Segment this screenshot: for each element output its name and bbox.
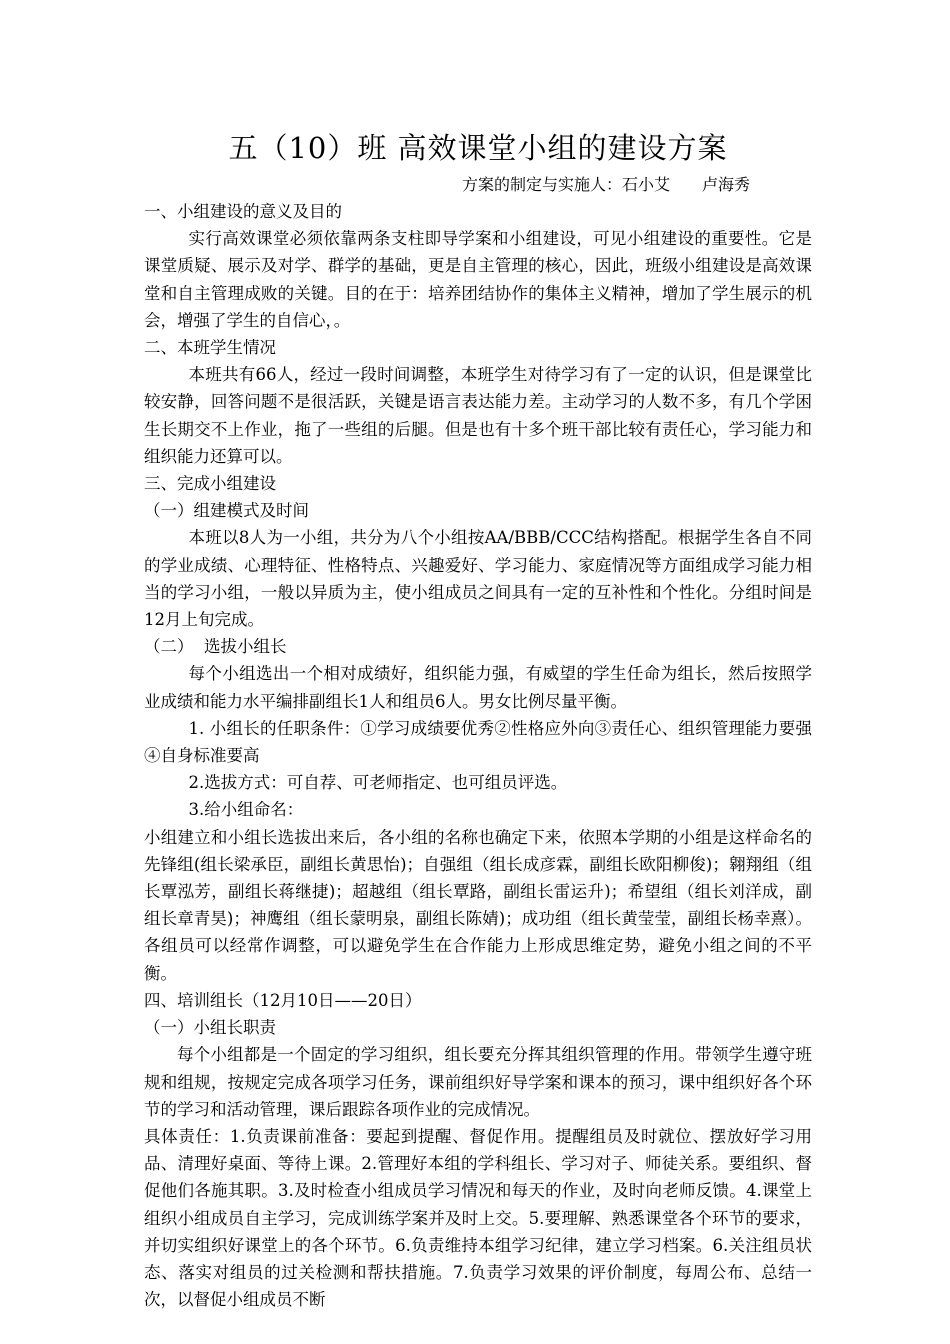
section-3-subheading-2: （二） 选拔小组长 — [144, 637, 287, 657]
section-2-paragraph: 本班共有66人，经过一段时间调整，本班学生对待学习有了一定的认识，但是课堂比较安静，回答问题不是很活跃，关键是语言表达能力差。主动学习的人数不多，有几个学困生长期交不上作业，拖了一些组的后腿。但是也有十多个班干部比较有责任心，学习能力和组织能力还算可以。 — [144, 365, 812, 466]
section-3-item-1: 1. 小组长的任职条件：①学习成绩要优秀②性格应外向③责任心、组织管理能力要强④自身标准要高 — [144, 718, 812, 766]
section-2-heading: 二、本班学生情况 — [144, 338, 276, 358]
section-3-paragraph-3: 小组建立和小组长选拔出来后，各小组的名称也确定下来，依照本学期的小组是这样命名的先锋组(组长梁承臣，副组长黄思怡)；自强组（组长成彦霖，副组长欧阳柳俊)；翱翔组（组长覃泓芳，副组长蒋继捷)；超越组（组长覃路，副组长雷运升)；希望组（组长刘洋成，副组长章青昊)；神鹰组（组长蒙明泉，副组长陈婧)；成功组（组长黄莹莹，副组长杨幸熹）。各组员可以经常作调整，可以避免学生在合作能力上形成思维定势，避免小组之间的不平衡。 — [144, 827, 812, 983]
section-3-paragraph-1: 本班以8人为一小组，共分为八个小组按AA/BBB/CCC结构搭配。根据学生各自不同的学业成绩、心理特征、性格特点、兴趣爱好、学习能力、家庭情况等方面组成学习能力相当的学习小组，一般以异质为主，使小组成员之间具有一定的互补性和个性化。分组时间是12月上旬完成。 — [144, 528, 812, 630]
section-1-paragraph: 实行高效课堂必须依靠两条支柱即导学案和小组建设，可见小组建设的重要性。它是课堂质疑、展示及对学、群学的基础，更是自主管理的核心，因此，班级小组建设是高效课堂和自主管理成败的关键。目的在于：培养团结协作的集体主义精神，增加了学生展示的机会，增强了学生的自信心，。 — [144, 229, 812, 330]
section-3-item-3: 3.给小组命名： — [188, 800, 304, 820]
section-3-heading: 三、完成小组建设 — [144, 474, 276, 494]
section-1-heading: 一、小组建设的意义及目的 — [144, 202, 342, 221]
section-4-paragraph-1: 每个小组都是一个固定的学习组织，组长要充分挥其组织管理的作用。带领学生遵守班规和组规，按规定完成各项学习任务，课前组织好导学案和课本的预习，课中组织好各个环节的学习和活动管理，课后跟踪各项作业的完成情况。 — [144, 1045, 812, 1119]
section-3-subheading-1: （一）组建模式及时间 — [144, 501, 309, 521]
section-3-paragraph-2: 每个小组选出一个相对成绩好，组织能力强，有威望的学生任命为组长，然后按照学业成绩和能力水平编排副组长1人和组员6人。男女比例尽量平衡。 — [144, 664, 812, 711]
section-3-item-2: 2.选拔方式：可自荐、可老师指定、也可组员评选。 — [188, 773, 568, 793]
document-page — [144, 128, 812, 1313]
document-author: 方案的制定与实施人：石小艾 卢海秀 — [461, 175, 750, 194]
section-4-subheading-1: （一）小组长职责 — [144, 1018, 276, 1038]
document-title: 五（10）班 高效课堂小组的建设方案 — [228, 131, 728, 165]
section-4-heading: 四、培训组长（12月10日——20日） — [144, 990, 422, 1010]
section-4-paragraph-2: 具体责任：1.负责课前准备：要起到提醒、督促作用。提醒组员及时就位、摆放好学习用品、清理好桌面、等待上课。2.管理好本组的学科组长、学习对子、师徒关系。要组织、督促他们各施其职。3.及时检查小组成员学习情况和每天的作业，及时向老师反馈。4.课堂上组织小组成员自主学习，完成训练学案并及时上交。5.要理解、熟悉课堂各个环节的要求，并切实组织好课堂上的各个环节。6.负责维持本组学习纪律，建立学习档案。6.关注组员状态、落实对组员的过关检测和帮扶措施。7.负责学习效果的评价制度，每周公布、总结一次，以督促小组成员不断 — [144, 1126, 812, 1310]
